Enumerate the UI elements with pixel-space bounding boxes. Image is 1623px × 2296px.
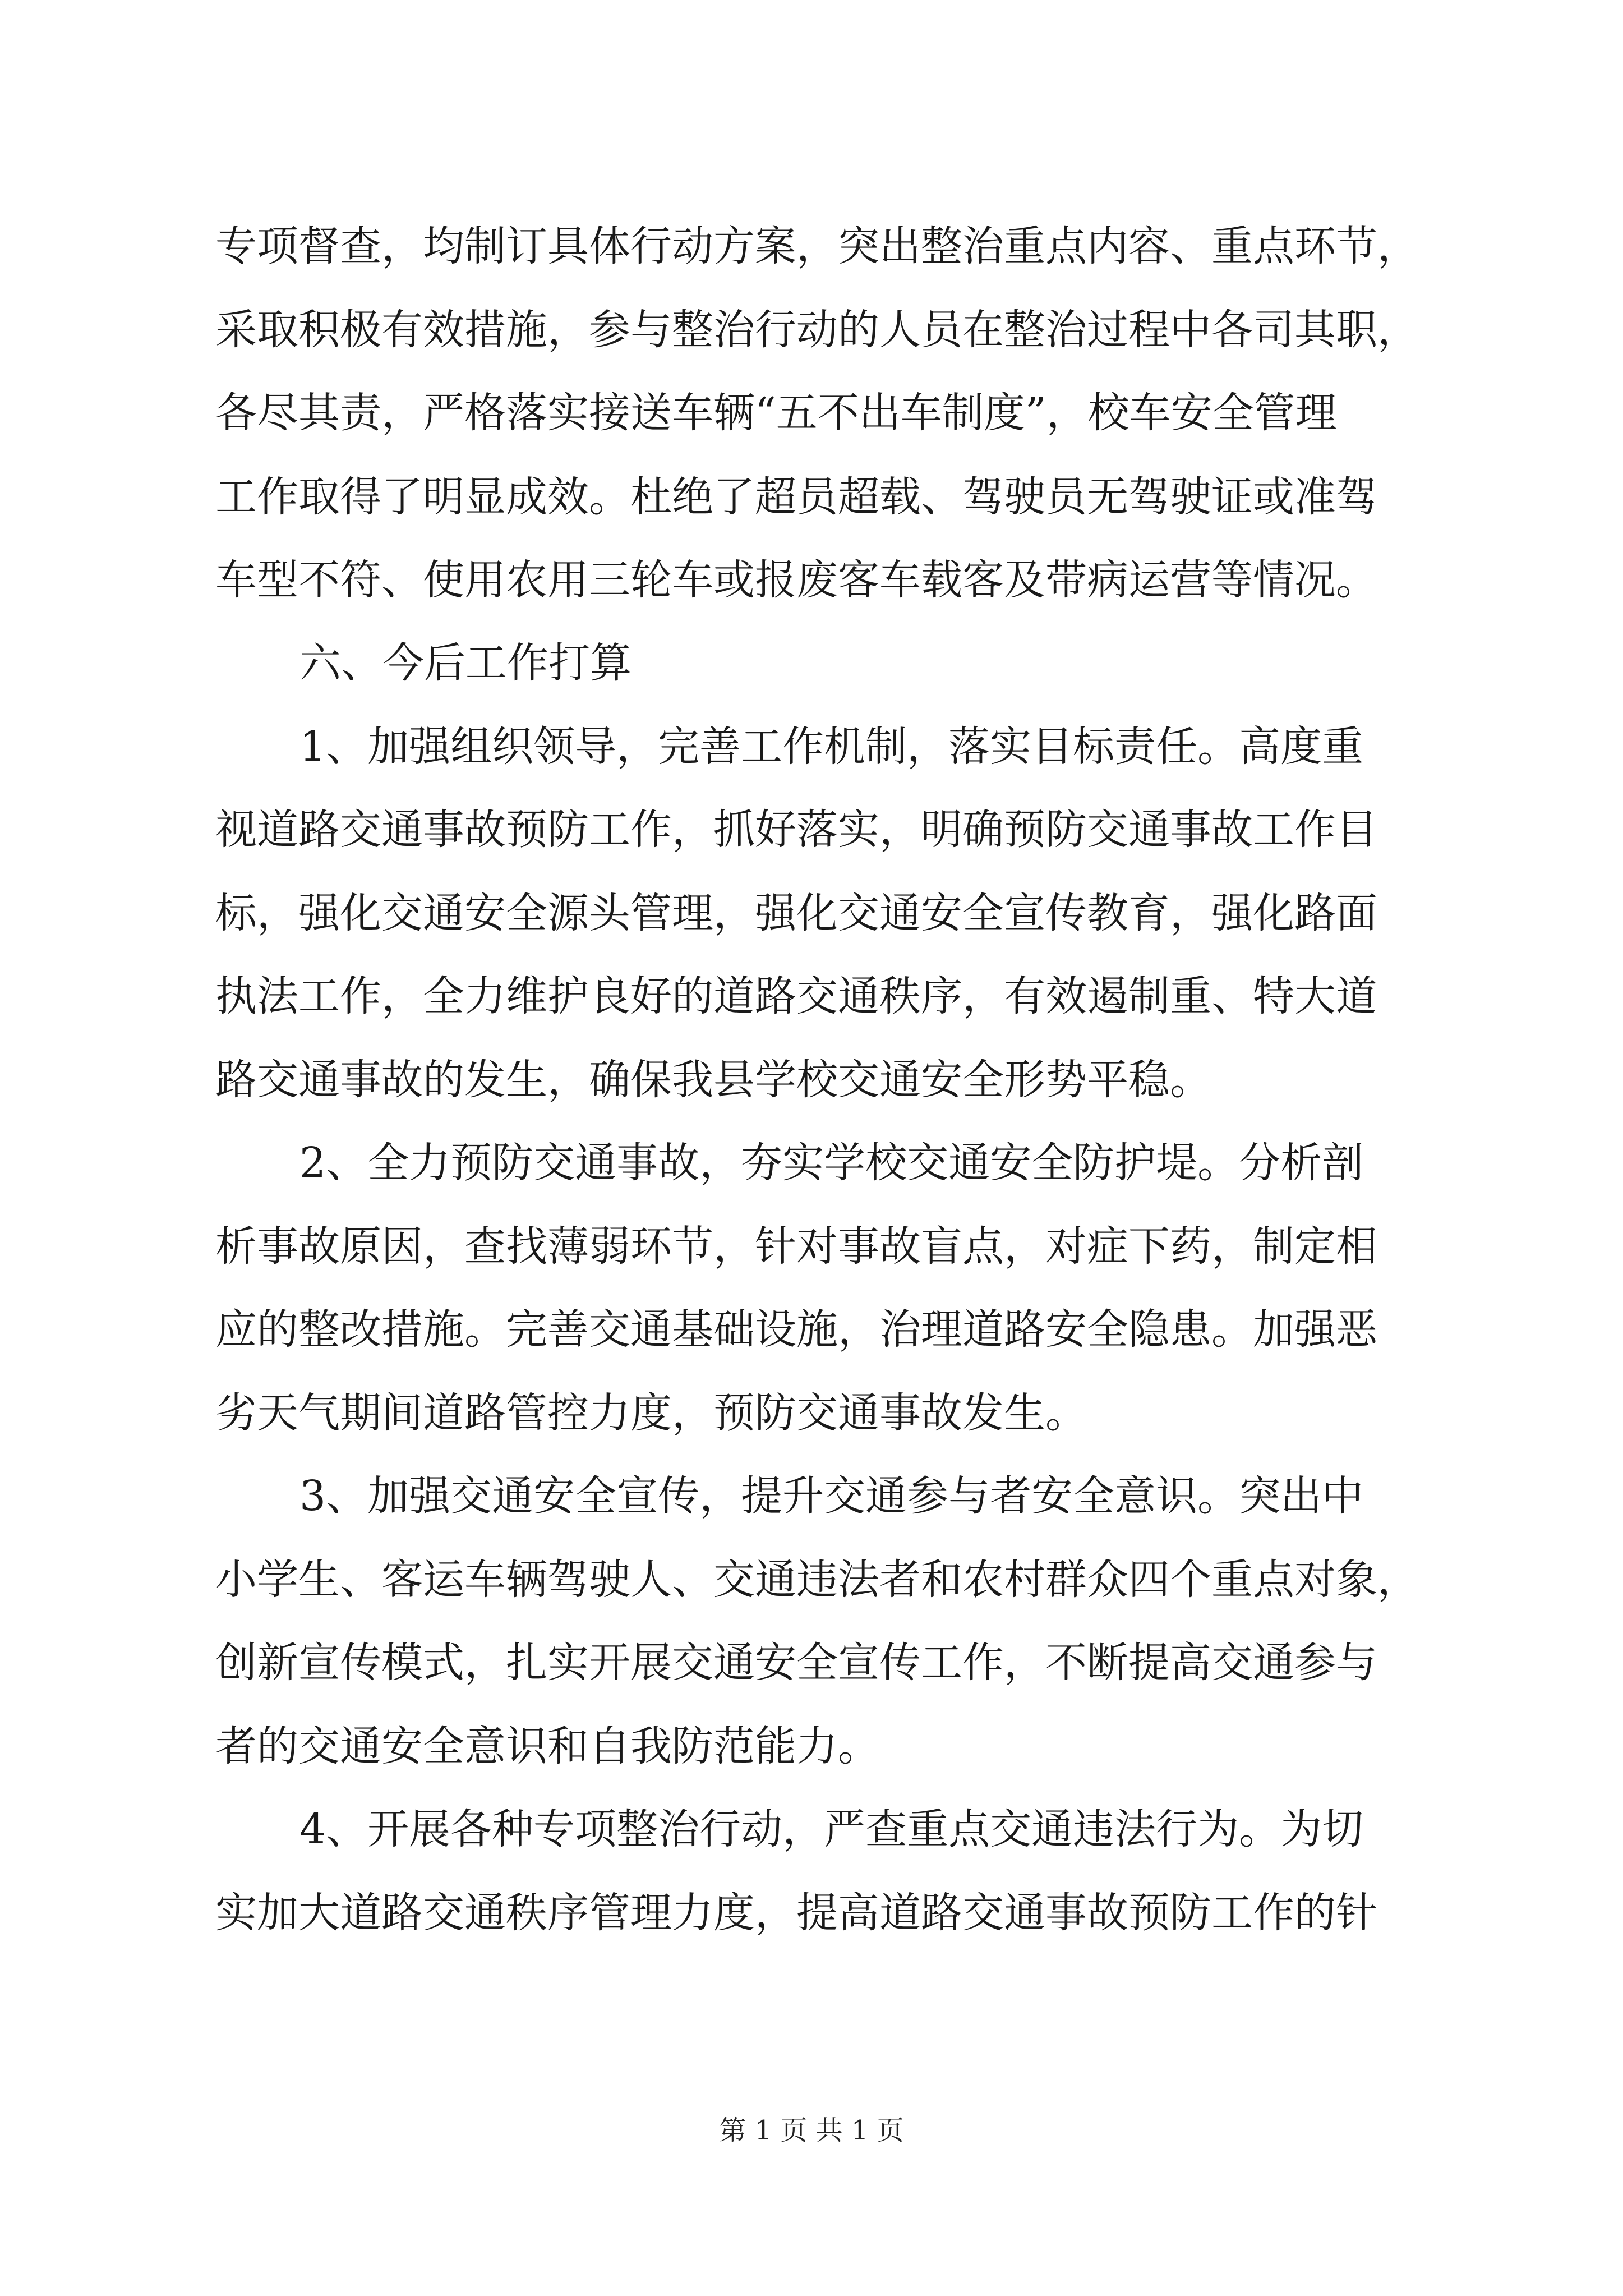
text-line: 小学生、客运车辆驾驶人、交通违法者和农村群众四个重点对象，	[215, 1556, 1419, 1604]
text-line: 应的整改措施。完善交通基础设施，治理道路安全隐患。加强恶	[215, 1305, 1377, 1354]
text-line: 专项督查，均制订具体行动方案，突出整治重点内容、重点环节，	[215, 222, 1419, 270]
text-line: 标，强化交通安全源头管理，强化交通安全宣传教育，强化路面	[215, 889, 1377, 937]
section-heading: 六、今后工作打算	[299, 639, 631, 687]
page-number-footer: 第 1 页 共 1 页	[719, 2115, 904, 2146]
text-line: 创新宣传模式，扎实开展交通安全宣传工作，不断提高交通参与	[215, 1639, 1377, 1687]
text-line: 2、全力预防交通事故，夯实学校交通安全防护堤。分析剖	[299, 1139, 1364, 1187]
text-line: 实加大道路交通秩序管理力度，提高道路交通事故预防工作的针	[215, 1889, 1377, 1937]
text-line: 析事故原因，查找薄弱环节，针对事故盲点，对症下药，制定相	[215, 1222, 1377, 1271]
text-line: 视道路交通事故预防工作，抓好落实，明确预防交通事故工作目	[215, 806, 1377, 854]
text-line: 执法工作，全力维护良好的道路交通秩序，有效遏制重、特大道	[215, 972, 1377, 1020]
text-line: 车型不符、使用农用三轮车或报废客车载客及带病运营等情况。	[215, 556, 1377, 604]
text-line: 工作取得了明显成效。杜绝了超员超载、驾驶员无驾驶证或准驾	[215, 473, 1377, 521]
text-line: 者的交通安全意识和自我防范能力。	[215, 1722, 879, 1770]
text-line: 3、加强交通安全宣传，提升交通参与者安全意识。突出中	[299, 1472, 1364, 1520]
text-line: 1、加强组织领导，完善工作机制，落实目标责任。高度重	[299, 723, 1364, 771]
text-line: 路交通事故的发生，确保我县学校交通安全形势平稳。	[215, 1056, 1211, 1104]
text-line: 劣天气期间道路管控力度，预防交通事故发生。	[215, 1389, 1087, 1437]
text-line: 4、开展各种专项整治行动，严查重点交通违法行为。为切	[299, 1805, 1364, 1853]
text-line: 采取积极有效措施，参与整治行动的人员在整治过程中各司其职，	[215, 306, 1419, 354]
text-line: 各尽其责，严格落实接送车辆“五不出车制度”，校车安全管理	[215, 389, 1337, 437]
